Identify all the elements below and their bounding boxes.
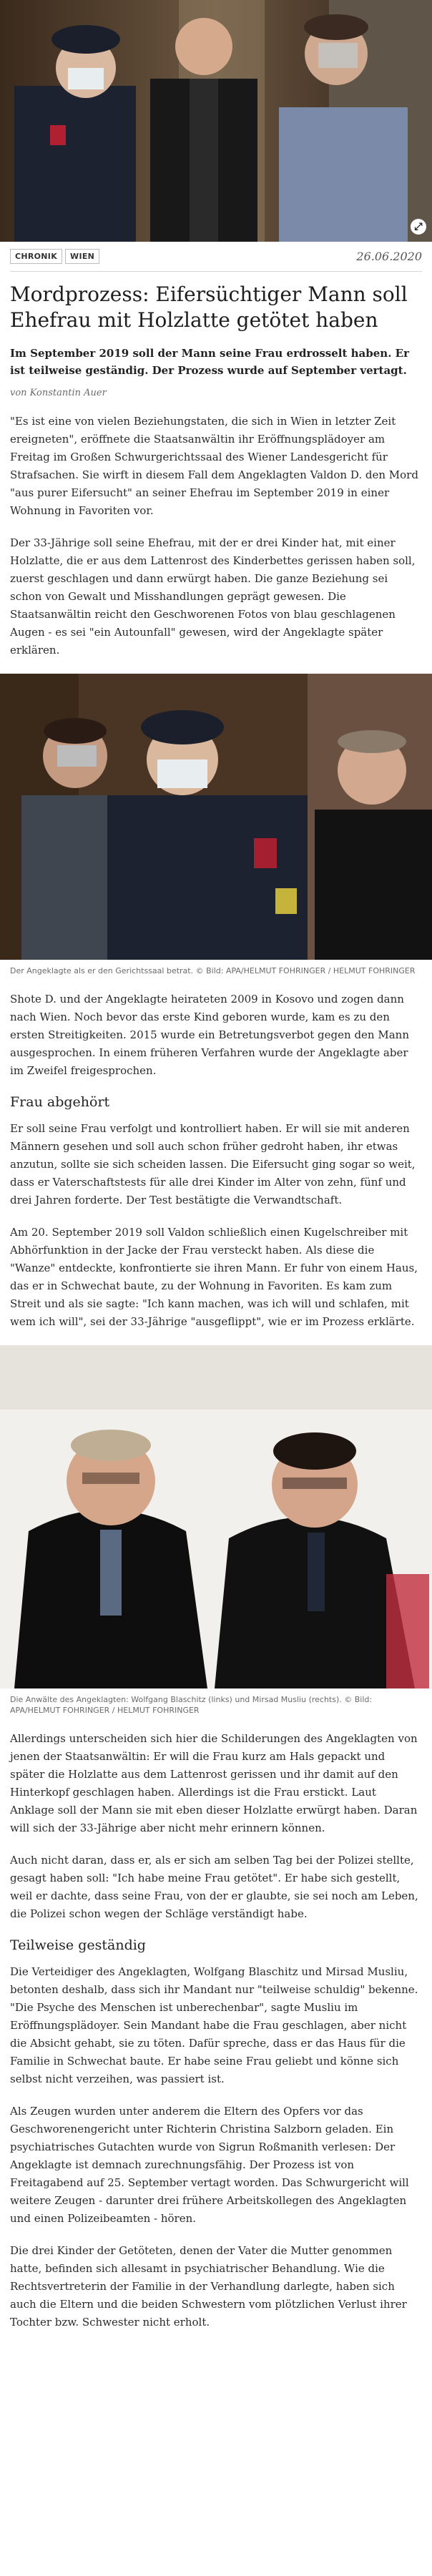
defendant-with-guards-illustration bbox=[0, 674, 432, 960]
hero-photo bbox=[0, 0, 432, 242]
paragraph-8: Die Verteidiger des Angeklagten, Wolfgang Blaschitz und Mirsad Musliu, betonten deshalb, dass sich ihr Mandant nur "teilweise schuldig" bekenne. "Die Psyche des Menschen ist unberechenbar", sagte Musliu im Eröffnungsplädoyer. Sein Mandant habe die Frau geschlagen, aber nicht die Absicht gehabt, sie zu töten. Dafür spreche, dass er das Haus für die Familie in Schwechat baute. Er habe seine Frau geliebt und könne sich selbst nicht verzeihen, was passiert ist. bbox=[10, 1965, 418, 2085]
article-author: von Konstantin Auer bbox=[10, 388, 107, 398]
publish-date: 26.06.2020 bbox=[356, 250, 422, 263]
defense-lawyers-illustration bbox=[0, 1345, 432, 1688]
article-meta bbox=[0, 242, 432, 264]
article-title: Mordprozess: Eifersüchtiger Mann soll Ehefrau mit Holzlatte getötet haben bbox=[10, 282, 408, 332]
lawyers-photo-caption: Die Anwälte des Angeklagten: Wolfgang Blaschitz (links) und Mirsad Musliu (rechts). © Bild: APA/HELMUT FOHRINGER / HELMUT FOHRINGER bbox=[10, 1695, 373, 1715]
tag-chronik[interactable]: CHRONIK bbox=[10, 249, 62, 264]
paragraph-9: Als Zeugen wurden unter anderem die Eltern des Opfers vor das Geschworenengericht unter Richterin Christina Salzborn geladen. Ein psychiatrisches Gutachten wurde von Sigrun Roßmanith verlesen: Der Angeklagte ist demnach zurechnungsfähig. Der Prozess ist von Freitagabend auf 25. September vertagt worden. Das Schwurgericht will weitere Zeugen - darunter drei frühere Arbeitskollegen des Angeklagten und einen Polizeibeamten - hören. bbox=[10, 2105, 409, 2225]
subheading-teilweise-gestaendig: Teilweise geständig bbox=[10, 1937, 146, 1953]
meta-divider bbox=[10, 271, 422, 272]
paragraph-2: Der 33-Jährige soll seine Ehefrau, mit der er drei Kinder hat, mit einer Holzlatte, die er aus dem Lattenrost des Kinderbettes gerissen haben soll, zuerst geschlagen und dann erwürgt haben. Die ganze Beziehung sei schon von Gewalt und Misshandlungen geprägt gewesen. Die Staatsanwältin reicht den Geschworenen Fotos von blau geschlagenen Augen - es sei "ein Autounfall" gewesen, wird der Angeklagte später erklären. bbox=[10, 536, 416, 657]
paragraph-6: Allerdings unterscheiden sich hier die Schilderungen des Angeklagten von jenen der Staatsanwältin: Er will die Frau kurz am Hals gepackt und später die Holzlatte aus dem Lattenrost gerissen und ihr damit auf den Hinterkopf geschlagen haben. Allerdings ist die Frau erstickt. Laut Anklage soll der Mann sie mit eben dieser Holzlatte erwürgt haben. Daran will sich der 33-Jährige aber nicht mehr erinnern können. bbox=[10, 1732, 418, 1834]
paragraph-7: Auch nicht daran, dass er, als er sich am selben Tag bei der Polizei stellte, gesagt haben soll: "Ich habe meine Frau getötet". Er habe sich gestellt, weil er dachte, dass seine Frau, von der er glaubte, sie sei noch am Leben, die Polizei schon wegen der Schläge verständigt habe. bbox=[10, 1854, 418, 1920]
defendant-photo-caption: Der Angeklagte als er den Gerichtssaal betrat. © Bild: APA/HELMUT FOHRINGER / HELMUT FOHRINGER bbox=[10, 966, 416, 975]
article-lead: Im September 2019 soll der Mann seine Frau erdrosselt haben. Er ist teilweise geständig. Der Prozess wurde auf September vertagt. bbox=[10, 347, 409, 377]
paragraph-3: Shote D. und der Angeklagte heirateten 2009 in Kosovo und zogen dann nach Wien. Noch bevor das erste Kind geboren wurde, kam es zu den ersten Streitigkeiten. 2015 wurde ein Betretungsverbot gegen den Mann ausgesprochen. In einem früheren Verfahren wurde der Angeklagte aber im Zweifel freigesprochen. bbox=[10, 993, 409, 1077]
courtroom-photo-illustration bbox=[0, 0, 432, 242]
defendant-photo bbox=[0, 674, 432, 960]
tag-list bbox=[10, 249, 99, 264]
paragraph-4: Er soll seine Frau verfolgt und kontrolliert haben. Er will sie mit anderen Männern gesehen und soll auch schon früher gedroht haben, ihr etwas anzutun, sollte sie sich scheiden lassen. Die Eifersucht ging sogar so weit, dass er Vaterschaftstests für alle drei Kinder im Alter von zehn, fünf und drei Jahren forderte. Der Test bestätigte die Verwandtschaft. bbox=[10, 1122, 416, 1206]
fullscreen-button[interactable]: ⤢ bbox=[411, 219, 426, 235]
tag-wien[interactable]: WIEN bbox=[65, 249, 99, 264]
paragraph-10: Die drei Kinder der Getöteten, denen der Vater die Mutter genommen hatte, befinden sich allesamt in psychiatrischer Behandlung. Wie die Rechtsvertreterin der Familie in der Verhandlung darlegte, haben sich auch die Eltern und die beiden Schwestern vom plötzlichen Verlust ihrer Tochter bzw. Schwester nicht erholt. bbox=[10, 2244, 407, 2329]
paragraph-1: "Es ist eine von vielen Beziehungstaten, die sich in Wien in letzter Zeit ereigneten", eröffnete die Staatsanwältin ihr Eröffnungsplädoyer am Freitag im Großen Schwurgerichtssaal des Wiener Landesgericht für Strafsachen. Sie wirft in diesem Fall dem Angeklagten Valdon D. den Mord "aus purer Eifersucht" an seiner Ehefrau im September 2019 in einer Wohnung in Favoriten vor. bbox=[10, 415, 418, 517]
lawyers-photo bbox=[0, 1345, 432, 1688]
subheading-frau-abgehoert: Frau abgehört bbox=[10, 1094, 110, 1110]
paragraph-5: Am 20. September 2019 soll Valdon schließlich einen Kugelschreiber mit Abhörfunktion in der Jacke der Frau versteckt haben. Als diese die "Wanze" entdeckte, konfrontierte sie ihren Mann. Er fuhr von einem Haus, das er in Schwechat baute, zu der Wohnung in Favoriten. Es kam zum Streit und als sie sagte: "Ich kann machen, was ich will und schlafen, mit wem ich will", sei der 33-Jährige "ausgeflippt", wie er im Prozess erklärte. bbox=[10, 1226, 418, 1328]
